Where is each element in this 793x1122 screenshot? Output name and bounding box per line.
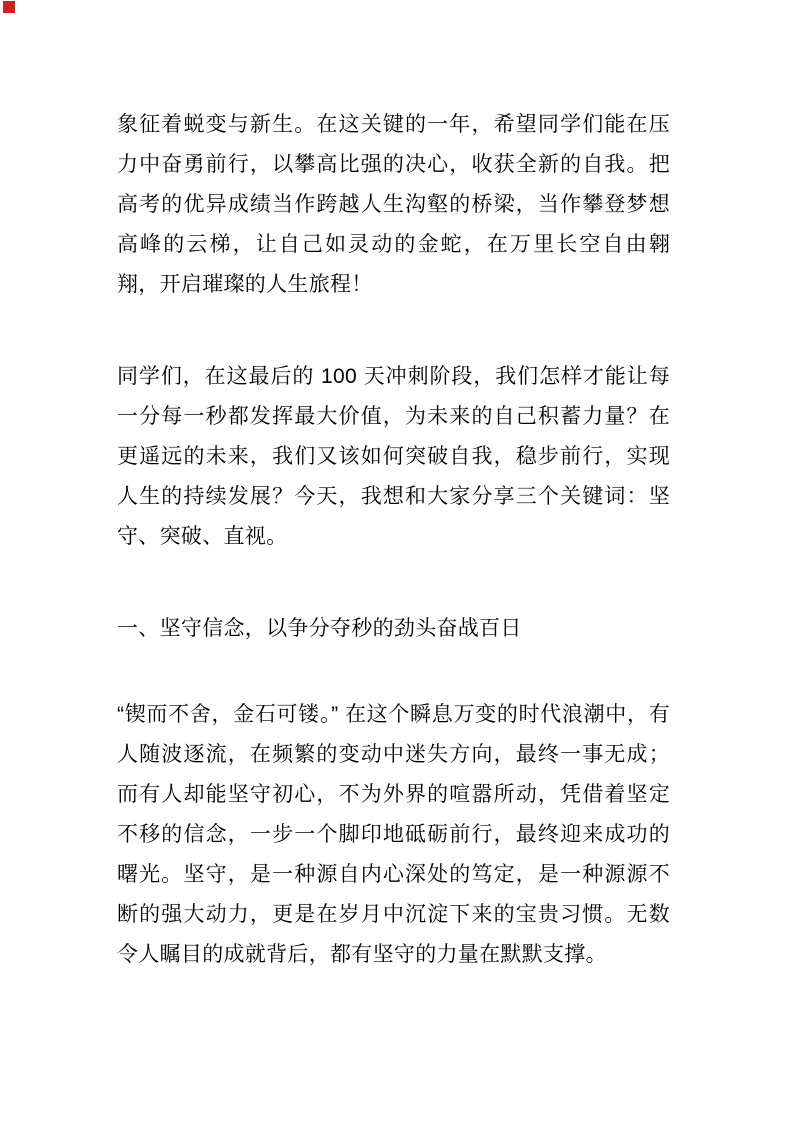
paragraph-100-day-sprint: 同学们，在这最后的 100 天冲刺阶段，我们怎样才能让每一分每一秒都发挥最大价值，为未来的自己积蓄力量？在更遥远的未来，我们又该如何突破自我，稳步前行，实现人生的持续发展？今天，我想和大家分享三个关键词：坚守、突破、直视。 bbox=[117, 365, 670, 548]
section-heading-one: 一、坚守信念，以争分夺秒的劲头奋战百日 bbox=[117, 617, 522, 640]
paragraph-intro-new-year: 象征着蜕变与新生。在这关键的一年，希望同学们能在压力中奋勇前行，以攀高比强的决心，收获全新的自我。把高考的优异成绩当作跨越人生沟壑的桥梁，当作攀登梦想高峰的云梯，让自己如灵动的金蛇，在万里长空自由翱翔，开启璀璨的人生旅程！ bbox=[117, 113, 670, 296]
paragraph-perseverance: “锲而不舍，金石可镂。” 在这个瞬息万变的时代浪潮中，有人随波逐流，在频繁的变动中迷失方向，最终一事无成；而有人却能坚守初心，不为外界的喧嚣所动，凭借着坚定不移的信念，一步一个脚印地砥砺前行，最终迎来成功的曙光。坚守，是一种源自内心深处的笃定，是一种源源不断的强大动力，更是在岁月中沉淀下来的宝贵习惯。无数令人瞩目的成就背后，都有坚守的力量在默默支撑。 bbox=[117, 703, 670, 966]
